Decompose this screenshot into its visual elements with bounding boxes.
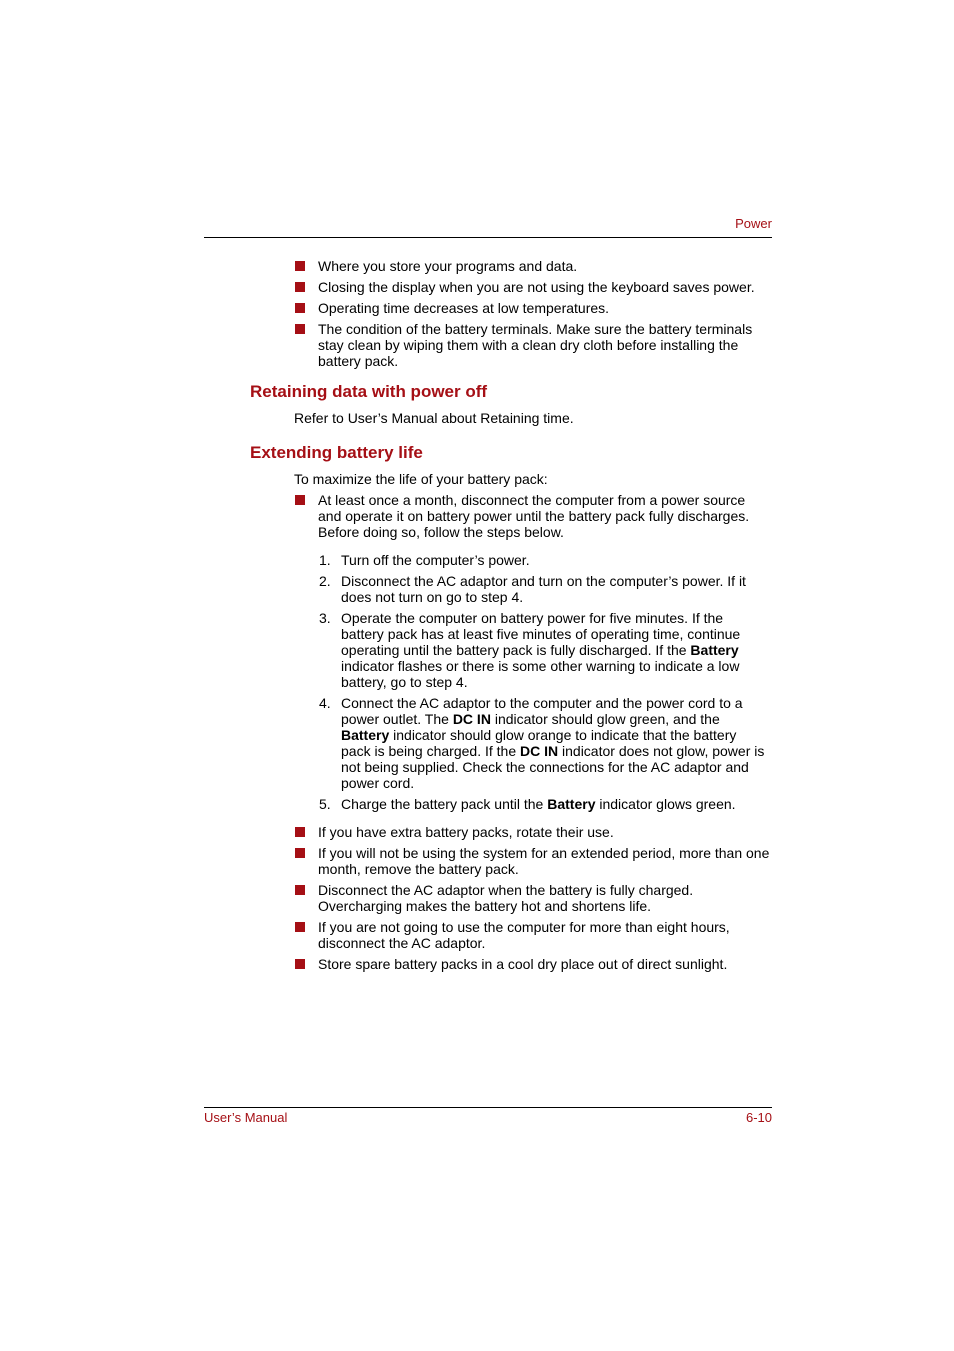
header-rule	[204, 237, 772, 238]
bullet-text: Disconnect the AC adaptor when the battery is fully charged. Overcharging makes the battery hot and shortens life.	[318, 882, 694, 914]
step-text: Connect the AC adaptor to the computer and the power cord to a power outlet. The	[341, 695, 743, 727]
battery-tips-list	[294, 824, 772, 977]
section-text-retaining-data: Refer to User’s Manual about Retaining time.	[294, 410, 574, 426]
bullet-text: Operating time decreases at low temperatures.	[318, 300, 610, 316]
step-text: indicator flashes or there is some other warning to indicate a low battery, go to step 4.	[341, 658, 740, 690]
list-item	[294, 300, 772, 316]
list-item	[294, 258, 772, 274]
bullet-square-icon	[295, 827, 305, 837]
bullet-text: If you have extra battery packs, rotate their use.	[318, 824, 614, 840]
top-bullet-list	[294, 258, 772, 374]
list-item	[294, 321, 772, 369]
bullet-text: If you are not going to use the computer for more than eight hours, disconnect the AC adaptor.	[318, 919, 730, 951]
step-bold-term: Battery	[690, 642, 739, 658]
bullet-text: At least once a month, disconnect the computer from a power source and operate it on battery power until the battery pack fully discharges. Before doing so, follow the steps below.	[318, 492, 750, 540]
section-heading-retaining-data: Retaining data with power off	[250, 382, 488, 401]
bullet-text: If you will not be using the system for an extended period, more than one month, remove the battery pack.	[318, 845, 770, 877]
bullet-square-icon	[295, 303, 305, 313]
list-item	[294, 279, 772, 295]
discharge-steps-list	[318, 552, 768, 817]
step-item	[318, 695, 768, 791]
step-number: 3.	[319, 610, 331, 626]
bullet-square-icon	[295, 495, 305, 505]
step-item	[318, 610, 768, 690]
footer-page-number: 6-10	[745, 1110, 772, 1125]
bullet-text: Where you store your programs and data.	[318, 258, 578, 274]
list-item	[294, 492, 772, 540]
bullet-square-icon	[295, 261, 305, 271]
step-text: Turn off the computer’s power.	[341, 552, 530, 568]
bullet-text: Store spare battery packs in a cool dry place out of direct sunlight.	[318, 956, 728, 972]
step-bold-term: Battery	[341, 727, 390, 743]
list-item	[294, 882, 772, 914]
step-item	[318, 796, 768, 812]
step-text: indicator should glow orange to indicate that the battery pack is being charged. If the	[341, 727, 737, 759]
bullet-square-icon	[295, 282, 305, 292]
step-number: 2.	[319, 573, 331, 589]
step-number: 5.	[319, 796, 331, 812]
step-item	[318, 552, 768, 568]
step-text: indicator should glow green, and the	[490, 711, 720, 727]
step-text: indicator does not glow, power is not being supplied. Check the connections for the AC adaptor and power cord.	[341, 743, 765, 791]
list-item	[294, 919, 772, 951]
bullet-square-icon	[295, 959, 305, 969]
step-number: 1.	[319, 552, 331, 568]
list-item	[294, 824, 772, 840]
bullet-square-icon	[295, 885, 305, 895]
section-intro-extending-battery: To maximize the life of your battery pack:	[294, 471, 548, 487]
step-item	[318, 573, 768, 605]
bullet-text: The condition of the battery terminals. Make sure the battery terminals stay clean by wiping them with a clean dry cloth before installing the battery pack.	[318, 321, 753, 369]
list-item	[294, 956, 772, 972]
step-bold-term: DC IN	[520, 743, 559, 759]
step-number: 4.	[319, 695, 331, 711]
footer-manual-label: User’s Manual	[204, 1110, 288, 1125]
step-text: Disconnect the AC adaptor and turn on the computer’s power. If it does not turn on go to step 4.	[341, 573, 746, 605]
bullet-text: Closing the display when you are not using the keyboard saves power.	[318, 279, 755, 295]
step-text: Operate the computer on battery power for five minutes. If the battery pack has at least five minutes of operating time, continue operating until the battery pack is fully discharged. If the	[341, 610, 741, 658]
section-heading-extending-battery: Extending battery life	[250, 443, 423, 462]
page-header-title: Power	[735, 216, 772, 231]
footer-rule	[204, 1107, 772, 1108]
bullet-square-icon	[295, 324, 305, 334]
battery-bullet-list	[294, 492, 772, 545]
bullet-square-icon	[295, 848, 305, 858]
step-bold-term: DC IN	[452, 711, 491, 727]
step-text: indicator glows green.	[595, 796, 736, 812]
list-item	[294, 845, 772, 877]
step-bold-term: Battery	[547, 796, 596, 812]
bullet-square-icon	[295, 922, 305, 932]
step-text: Charge the battery pack until the	[341, 796, 548, 812]
